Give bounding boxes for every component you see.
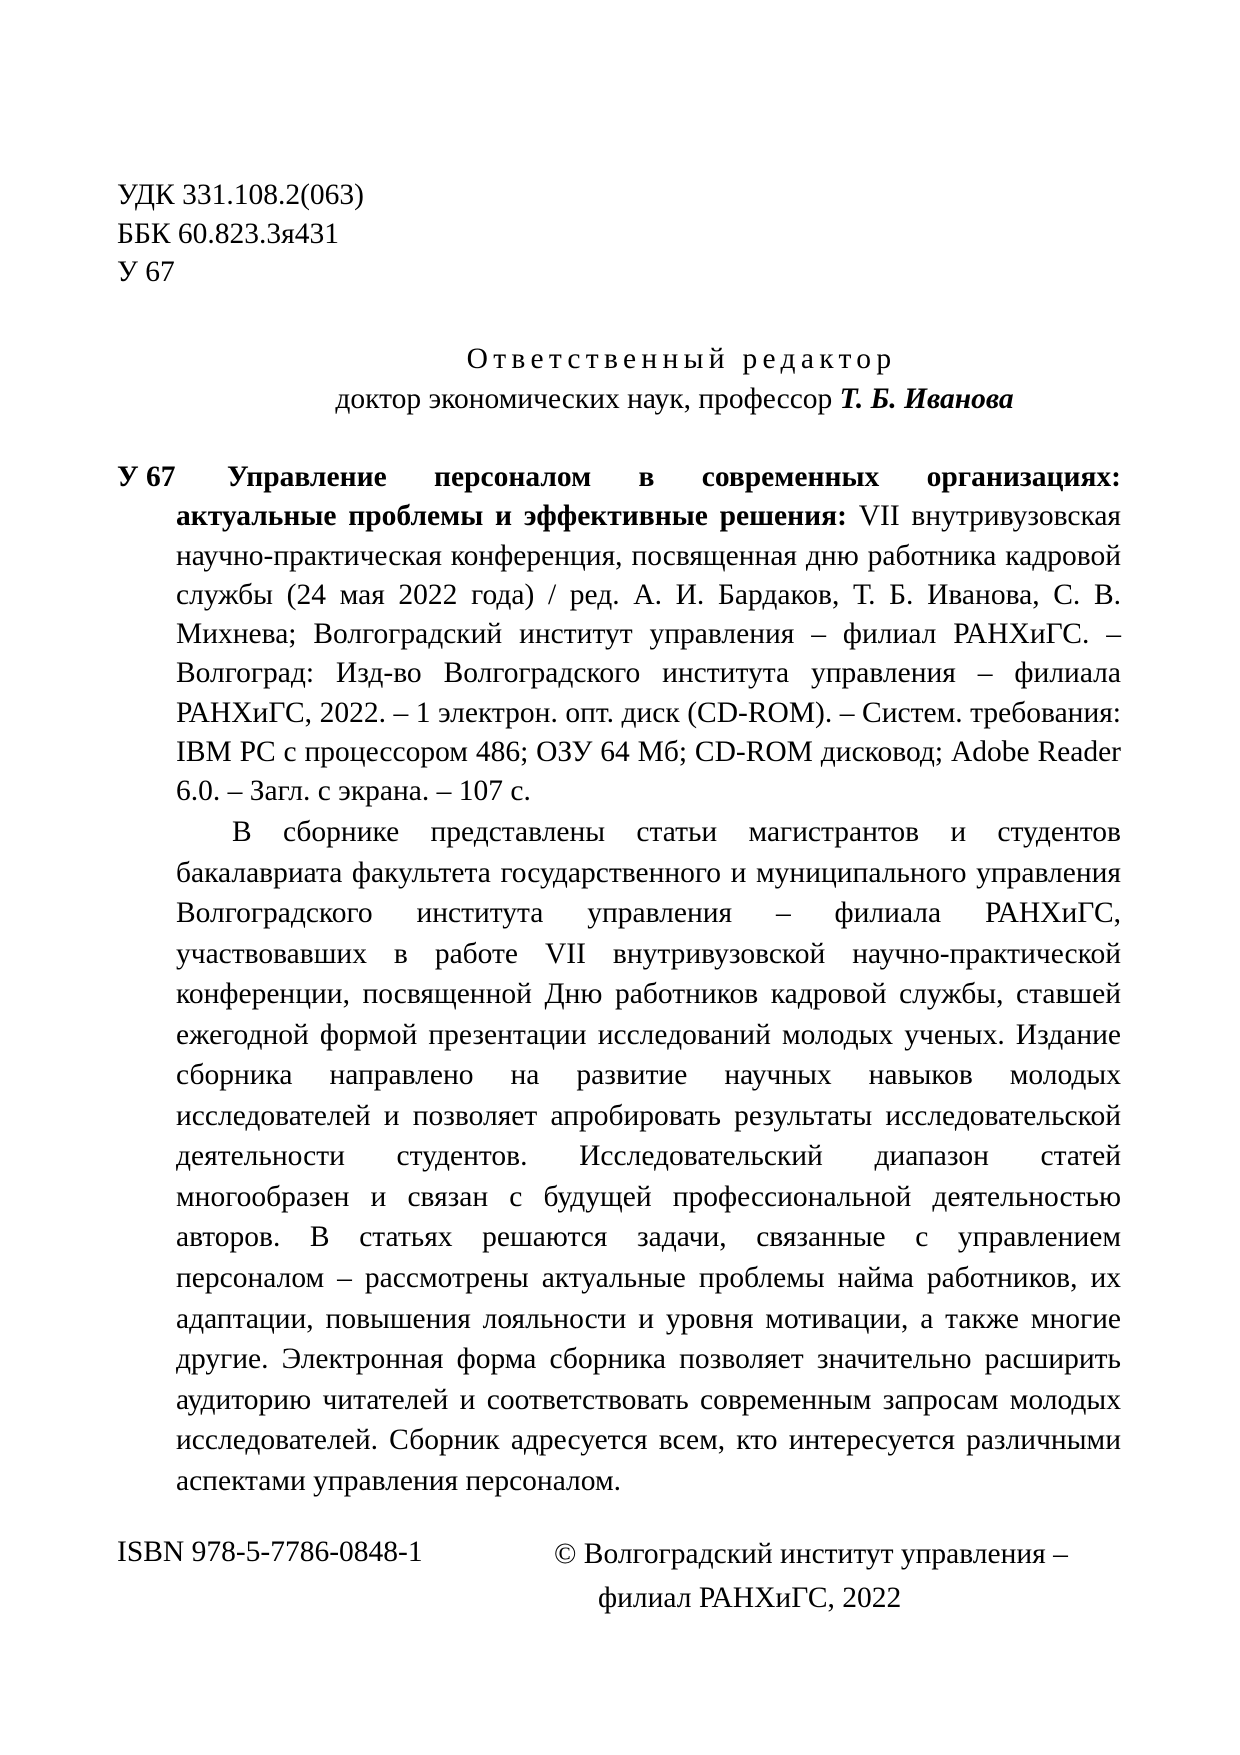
editor-name: Т. Б. Иванова — [839, 383, 1014, 415]
bibliographic-record — [176, 458, 1121, 812]
editor-block — [117, 339, 1126, 419]
isbn: ISBN 978-5-7786-0848-1 — [117, 1536, 423, 1568]
bibliographic-code: У 67 — [117, 461, 176, 493]
bbk-code: ББК 60.823.3я431 — [117, 217, 339, 250]
classification-block — [117, 176, 364, 292]
copyright-block — [554, 1532, 1068, 1620]
bibliographic-description: VII внутривузовская научно-практическая конференция, посвященная дню работника кадровой службы (24 мая 2022 года) / ред. А. И. Бардаков, Т. Б. Иванова, С. В. Михнева; Волгоградский институт управления – филиал РАНХиГС. – Волгоград: Изд-во Волгоградского института управления – филиала РАНХиГС, 2022. – 1 электрон. опт. диск (CD-ROM). – Систем. требования: IBM PC с процессором 486; ОЗУ 64 Мб; CD-ROM дисковод; Adobe Reader 6.0. – Загл. с экрана. – 107 с. — [176, 500, 1121, 808]
udk-code: УДК 331.108.2(063) — [117, 179, 364, 211]
copyright-line-2: филиал РАНХиГС, 2022 — [598, 1582, 902, 1614]
editor-role: Ответственный редактор — [466, 343, 897, 375]
editor-credentials: доктор экономических наук, профессор — [335, 383, 840, 415]
bibliographic-title: Управление персоналом в современных организациях: актуальные проблемы и эффективные решения: — [176, 461, 1121, 533]
editor-line — [117, 379, 1126, 419]
author-mark: У 67 — [117, 256, 175, 288]
copyright-line-1: © Волгоградский институт управления – — [554, 1538, 1068, 1570]
annotation-paragraph: В сборнике представлены статьи магистрантов и студентов бакалавриата факультета государственного и муниципального управления Волгоградского института управления – филиала РАНХиГС, участвовавших в работе VII внутривузовской научно-практической конференции, посвященной Дню работников кадровой службы, ставшей ежегодной формой презентации исследований молодых ученых. Издание сборника направлено на развитие научных навыков молодых исследователей и позволяет апробировать результаты исследовательской деятельности студентов. Исследовательский диапазон статей многообразен и связан с будущей профессиональной деятельностью авторов. В статьях решаются задачи, связанные с управлением персоналом – рассмотрены актуальные проблемы найма работников, их адаптации, повышения лояльности и уровня мотивации, а также многие другие. Электронная форма сборника позволяет значительно расширить аудиторию читателей и соответствовать современным запросам молодых исследователей. Сборник адресуется всем, кто интересуется различными аспектами управления персоналом. — [176, 816, 1121, 1497]
